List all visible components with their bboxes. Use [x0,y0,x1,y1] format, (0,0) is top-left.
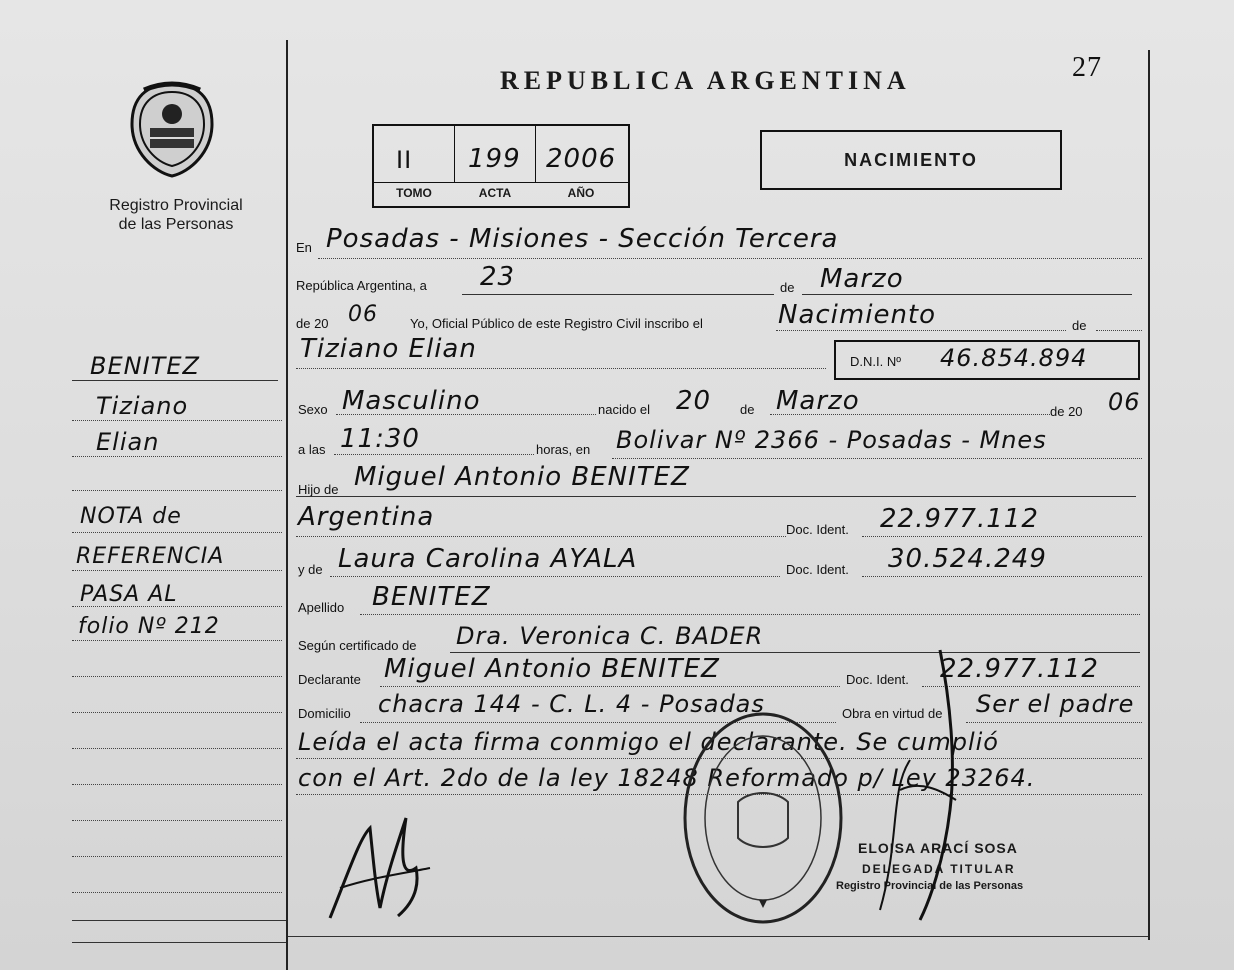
form-line [334,454,534,455]
margin-line [72,892,282,893]
official-office: Registro Provincial de las Personas [836,880,1024,892]
birth-address: Bolivar Nº 2366 - Posadas - Mnes [616,426,1047,454]
birth-year-suffix: 06 [1108,388,1141,416]
form-line [462,294,774,295]
margin-line [72,490,282,491]
declarant-address: chacra 144 - C. L. 4 - Posadas [378,690,765,718]
registry-line1: Registro Provincial [109,197,243,214]
official-seal-icon [678,708,848,928]
ano-value: 2006 [546,144,617,174]
father-doc: 22.977.112 [880,504,1039,534]
form-line [296,496,1136,497]
sex-value: Masculino [342,386,481,416]
acta-label: ACTA [478,186,512,200]
document-title: REPUBLICA ARGENTINA [500,66,911,95]
right-margin-rule [1148,50,1150,940]
label-de: de [780,280,795,295]
official-role: DELEGADA TITULAR [862,862,1016,876]
birth-time: 11:30 [340,424,420,454]
closing-line-2: con el Art. 2do de la ley 18248 Reformado p/ Ley 23264. [298,764,1036,792]
margin-line [72,676,282,677]
dni-value: 46.854.894 [940,344,1088,372]
label-hijo-de: Hijo de [298,482,339,497]
mother-name: Laura Carolina AYALA [338,544,638,574]
margin-line [72,820,282,821]
form-line [336,414,596,415]
label-de-20-2: de 20 [1050,404,1083,419]
margin-line [72,456,282,457]
label-declarante: Declarante [298,672,361,687]
obra-value: Ser el padre [976,690,1135,718]
label-domicilio: Domicilio [298,706,351,721]
form-line [862,536,1142,537]
label-de-2: de [1072,318,1087,333]
label-nacido: nacido el [598,402,651,417]
label-doc-ident-2: Doc. Ident. [786,562,849,577]
label-de-20: de 20 [296,316,329,331]
margin-line [72,420,282,421]
declarant-doc: 22.977.112 [940,654,1099,684]
tomo-label: TOMO [396,186,432,200]
surname-value: BENITEZ [372,582,491,612]
form-line [330,576,780,577]
form-line [318,258,1142,259]
father-name: Miguel Antonio BENITEZ [354,462,690,492]
label-a-las: a las [298,442,326,457]
father-nationality: Argentina [298,502,435,532]
form-line [380,686,840,687]
form-line [612,458,1142,459]
event-value: Nacimiento [778,300,937,330]
label-republica: República Argentina, a [296,278,427,293]
form-line [770,414,1050,415]
certificate-type: NACIMIENTO [844,149,978,170]
margin-line [72,712,282,713]
label-obra: Obra en virtud de [842,706,943,721]
margin-note-3: PASA AL [80,582,178,607]
day-value: 23 [480,262,516,292]
form-line [776,330,1066,331]
birth-month: Marzo [776,386,860,416]
form-line [296,536,786,537]
declarant-name: Miguel Antonio BENITEZ [384,654,720,684]
tomo-value: II [396,146,413,174]
label-horas: horas, en [536,442,591,457]
dni-box [834,340,1140,380]
margin-line [72,856,282,857]
registration-box [372,124,630,208]
margin-line [72,606,282,607]
mother-doc: 30.524.249 [888,544,1047,574]
form-line [966,722,1142,723]
bottom-rule [288,936,1148,937]
certifying-doctor: Dra. Veronica C. BADER [456,622,764,650]
label-segun: Según certificado de [298,638,417,653]
box-divider [374,182,628,183]
margin-note-4: folio Nº 212 [78,614,220,639]
tomo-cell [374,126,455,182]
dni-label: D.N.I. Nº [850,354,901,369]
margin-note-1: NOTA de [80,504,182,529]
column-divider [286,40,288,970]
birth-day: 20 [676,386,712,416]
year-suffix: 06 [348,302,378,327]
label-y-de: y de [298,562,323,577]
official-signature-icon [860,640,970,930]
margin-line [72,640,282,641]
form-line [450,652,1140,653]
margin-line [72,570,282,571]
label-en: En [296,240,312,255]
registry-line2: de las Personas [118,216,234,233]
declarant-signature-icon [320,808,440,928]
margin-note-2: REFERENCIA [76,544,225,569]
form-line [862,576,1142,577]
margin-surname: BENITEZ [90,352,200,380]
form-line [360,614,1140,615]
official-name: ELOISA ARACÍ SOSA [858,840,1018,856]
label-doc-ident: Doc. Ident. [786,522,849,537]
label-apellido: Apellido [298,600,345,615]
form-line [1096,330,1142,331]
form-line [802,294,1132,295]
margin-line [72,920,286,921]
margin-given-name-2: Elian [96,428,160,456]
label-de-3: de [740,402,755,417]
margin-line [72,748,282,749]
month-value: Marzo [820,264,904,294]
page-number: 27 [1072,52,1102,83]
label-doc-ident-3: Doc. Ident. [846,672,909,687]
acta-value: 199 [468,144,521,174]
closing-line-1: Leída el acta firma conmigo el declarante. Se cumplió [298,728,999,756]
place-value: Posadas - Misiones - Sección Tercera [326,224,839,254]
margin-line [72,784,282,785]
margin-given-name-1: Tiziano [96,392,189,420]
ano-label: AÑO [567,186,595,200]
registry-name [60,196,292,234]
form-line [296,368,826,369]
margin-underline [72,380,278,381]
child-name: Tiziano Elian [300,334,477,364]
label-yo-oficial: Yo, Oficial Público de este Registro Civil inscribo el [410,316,703,331]
certificate-type-box [760,130,1062,190]
provincial-crest-icon [128,80,216,180]
margin-line [72,532,282,533]
label-sexo: Sexo [298,402,328,417]
margin-line [72,942,286,943]
